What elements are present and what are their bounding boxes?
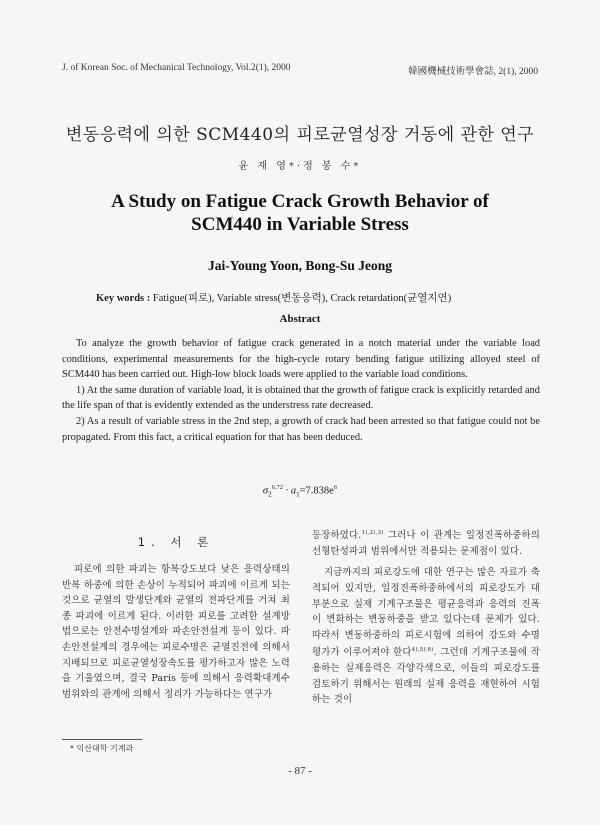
- journal-header-right: 韓國機械技術學會誌, 2(1), 2000: [408, 67, 538, 77]
- korean-title: 변동응력에 의한 SCM440의 피로균열성장 거동에 관한 연구: [65, 125, 535, 145]
- keywords-text: Fatigue(피로), Variable stress(변동응력), Crack retardation(균열지연): [152, 293, 452, 304]
- abstract-heading: Abstract: [279, 313, 321, 325]
- abstract-paragraph: 1) At the same duration of variable load, it is obtained that the growth of fatigue crack is explicitly retarded and the life span of that is evidently extended as the understress rate decreased.: [62, 384, 540, 412]
- left-column-body: [62, 562, 290, 702]
- abstract-paragraph: To analyze the growth behavior of fatigue crack generated in a notch material under the variable load conditions, experimental measurements for the high-cycle rotary bending fatigue utilizing alloyed steel of SCM440 has been carried out. High-low block loads were applied to the variable load conditions.: [62, 338, 540, 381]
- english-title: [0, 190, 600, 236]
- body-text: 그러나 이 관계는 일정진폭하중하의 선형탄성파괴 범위에서만 적용되는 문제점이 있다.: [312, 530, 540, 557]
- critical-equation: [0, 484, 600, 499]
- citation-ref: 4),5),6): [411, 647, 434, 654]
- journal-header-left: J. of Korean Soc. of Mechanical Technology, Vol.2(1), 2000: [62, 63, 291, 73]
- body-paragraph: 피로에 의한 파괴는 항복강도보다 낮은 응력상태의 반복 하중에 의한 손상이 누적되어 파괴에 이르게 되는 것으로 균열의 발생단계와 균열의 전파단계를 거쳐 최종 파괴에 이르게 된다. 이러한 피로를 고려한 설계방법으로는 안전수명설계와 파손안전설계 등이 있다. 파손안전설계의 경우에는 피로수명은 균열진전에 의해서 지배되므로 피로균열성장속도를 평가하고자 많은 노력을 기울였으며, 결국 Paris 등에 의해서 응력확대계수범위와의 관계에 의해서 정리가 가능하다는 연구가: [62, 564, 290, 700]
- abstract-paragraph: 2) As a result of variable stress in the 2nd step, a growth of crack had been arrested so that fatigue could not be propagated. From this fact, a critical equation for that has been deduced.: [62, 415, 540, 443]
- page-number: - 87 -: [288, 765, 312, 777]
- equation-sigma-exponent: 6.72: [271, 484, 283, 491]
- footnote-affiliation: * 익산대학 기계과: [70, 744, 134, 753]
- english-title-line-1: A Study on Fatigue Crack Growth Behavior of: [111, 191, 489, 212]
- body-paragraph: [312, 526, 540, 559]
- right-column-body: [312, 526, 540, 708]
- body-text: 등장하였다.: [312, 530, 362, 542]
- body-text: . 그런데 기계구조물에 작용하는 실제응력은 각양각색으로, 이들의 피로강도를 검토하기 위해서는 원래의 실제 응력을 재현하여 시험하는 것이: [312, 647, 540, 706]
- citation-ref: 1),2),3): [361, 530, 384, 536]
- equation-a: · a: [282, 485, 297, 497]
- equation-a-subscript: 1: [296, 490, 300, 499]
- keywords: [96, 290, 451, 305]
- equation-sigma: σ: [262, 485, 269, 497]
- abstract-body: [62, 336, 540, 445]
- section-heading-introduction: 1. 서 론: [137, 535, 215, 549]
- english-authors: Jai-Young Yoon, Bong-Su Jeong: [207, 258, 393, 273]
- footnote-divider: [62, 739, 142, 740]
- keywords-label: Key words :: [96, 293, 151, 304]
- body-text: 지금까지의 피로강도에 대한 연구는 많은 자료가 축적되어 있지만, 일정진폭하중하에서의 피로강도가 대부분으로 실제 기계구조물은 평균응력과 응력의 진폭이 변화하는 변동하중을 받고 있다는데 문제가 있다. 따라서 변동하중하의 피로시험에 의하여 강도와 수명 평가가 이루어져야 한다: [312, 567, 540, 659]
- english-title-line-2: SCM440 in Variable Stress: [191, 214, 409, 235]
- equation-rhs-exponent: 6: [333, 484, 338, 491]
- korean-authors: 윤 재 영*·정 봉 수*: [238, 161, 362, 172]
- equation-rhs: =7.838e: [299, 485, 334, 497]
- equation-sigma-subscript: 2: [268, 490, 272, 499]
- body-paragraph: [312, 565, 540, 707]
